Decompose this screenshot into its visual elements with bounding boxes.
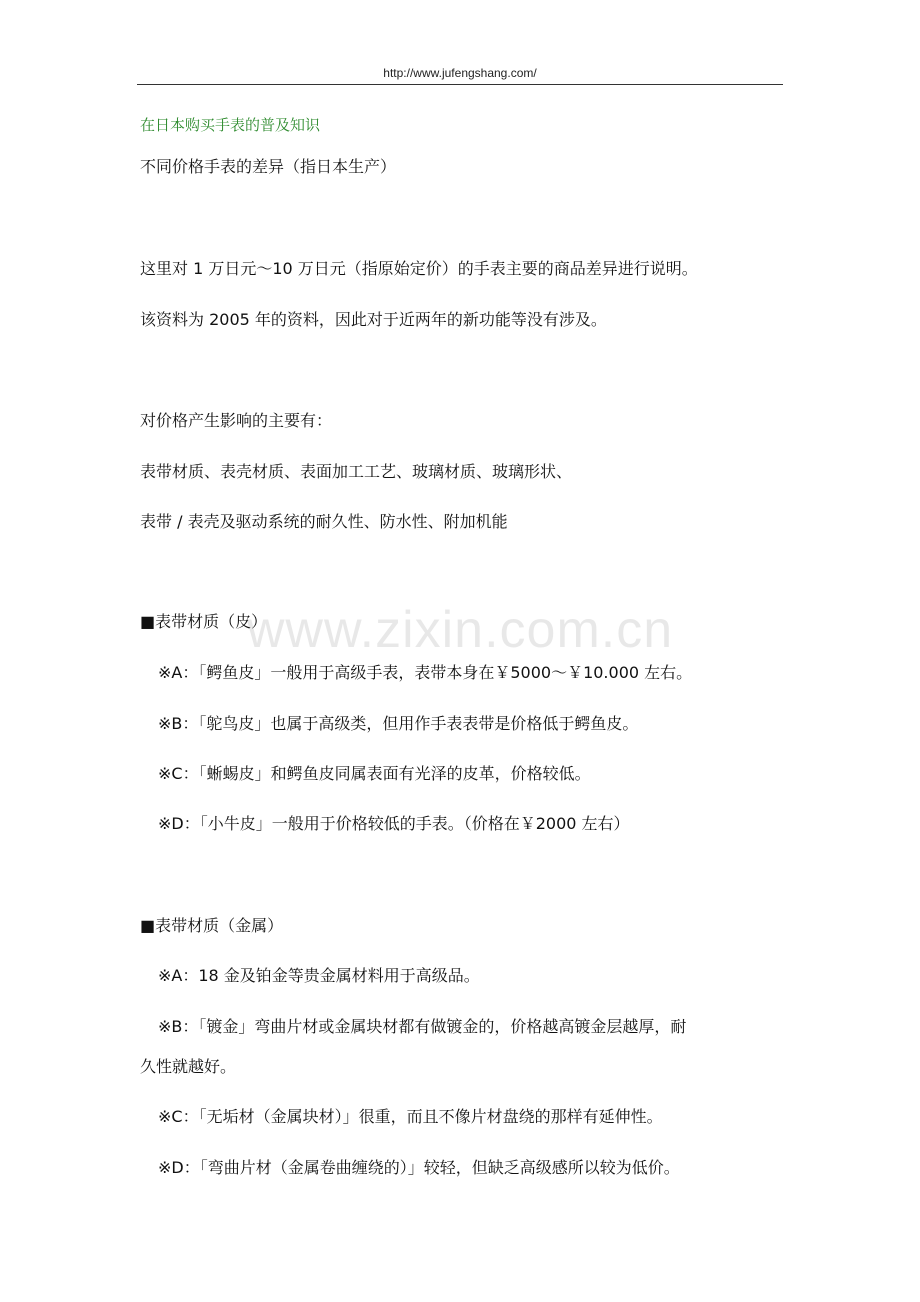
intro-paragraph-1: 这里对 1 万日元～10 万日元（指原始定价）的手表主要的商品差异进行说明。: [140, 259, 698, 278]
factors-line-2: 表带 / 表壳及驱动系统的耐久性、防水性、附加机能: [140, 512, 508, 531]
doc-title: 不同价格手表的差异（指日本生产）: [140, 157, 397, 176]
metal-item-b-continued: 久性就越好。: [140, 1057, 237, 1076]
leather-item-c: ※C：「蜥蜴皮」和鳄鱼皮同属表面有光泽的皮革，价格较低。: [158, 764, 591, 783]
watermark: www.zixin.com.cn: [246, 601, 674, 659]
metal-item-a: ※A：18 金及铂金等贵金属材料用于高级品。: [158, 966, 480, 985]
leather-item-d: ※D：「小牛皮」一般用于价格较低的手表。（价格在￥2000 左右）: [158, 814, 630, 833]
metal-item-c: ※C：「无垢材（金属块材）」很重，而且不像片材盘绕的那样有延伸性。: [158, 1107, 663, 1126]
intro-paragraph-2: 该资料为 2005 年的资料，因此对于近两年的新功能等没有涉及。: [140, 310, 607, 329]
subtitle-link[interactable]: 在日本购买手表的普及知识: [140, 116, 321, 134]
header-divider: [137, 84, 783, 85]
section-heading-leather: ■表带材质（皮）: [140, 612, 268, 631]
header-url: http://www.jufengshang.com/: [383, 66, 537, 80]
metal-item-b: ※B：「镀金」弯曲片材或金属块材都有做镀金的，价格越高镀金层越厚，耐: [158, 1017, 687, 1036]
leather-item-a: ※A：「鳄鱼皮」一般用于高级手表，表带本身在￥5000～￥10.000 左右。: [158, 663, 693, 682]
factors-line-1: 表带材质、表壳材质、表面加工工艺、玻璃材质、玻璃形状、: [140, 462, 573, 481]
leather-item-b: ※B：「鸵鸟皮」也属于高级类，但用作手表表带是价格低于鳄鱼皮。: [158, 714, 639, 733]
metal-item-d: ※D：「弯曲片材（金属卷曲缠绕的）」较轻，但缺乏高级感所以较为低价。: [158, 1158, 680, 1177]
factors-heading: 对价格产生影响的主要有：: [140, 411, 333, 430]
section-heading-metal: ■表带材质（金属）: [140, 916, 284, 935]
